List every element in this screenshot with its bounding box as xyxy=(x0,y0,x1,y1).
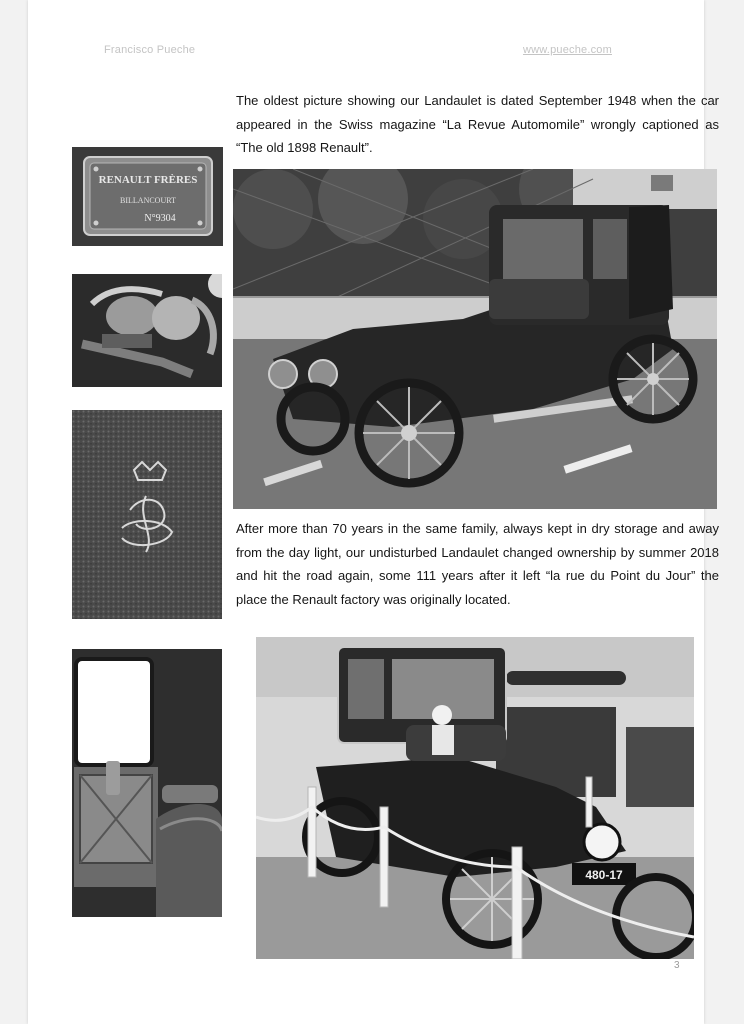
plate-text-number: N°9304 xyxy=(144,213,176,224)
museum-photo xyxy=(256,637,694,959)
ownership-paragraph: After more than 70 years in the same family, always kept in dry storage and away from the day light, our undisturbed Landaulet changed ownership by summer 2018 and hit the road again, some 111 years after it left “la rue du Point du Jour” the place the Renault factory was originally located. xyxy=(236,521,719,607)
engine-photo xyxy=(72,274,222,387)
header-author: Francisco Pueche xyxy=(104,44,196,56)
page-number: 3 xyxy=(674,960,680,971)
maker-plate-photo xyxy=(72,147,223,246)
document-page xyxy=(28,0,719,1024)
interior-photo xyxy=(72,649,222,917)
intro-paragraph: The oldest picture showing our Landaulet is dated September 1948 when the car appeared in the Swiss magazine “La Revue Automomile” wrongly captioned as “The old 1898 Renault”. xyxy=(236,93,719,155)
plate-text-maker: RENAULT FRÈRES xyxy=(98,174,198,186)
monogram-upholstery-photo xyxy=(72,410,222,619)
header-website-link[interactable]: www.pueche.com xyxy=(522,44,612,56)
landaulet-1948-photo xyxy=(233,169,717,509)
museum-number-plate: 480-17 xyxy=(585,868,623,882)
plate-text-city: BILLANCOURT xyxy=(120,196,176,205)
